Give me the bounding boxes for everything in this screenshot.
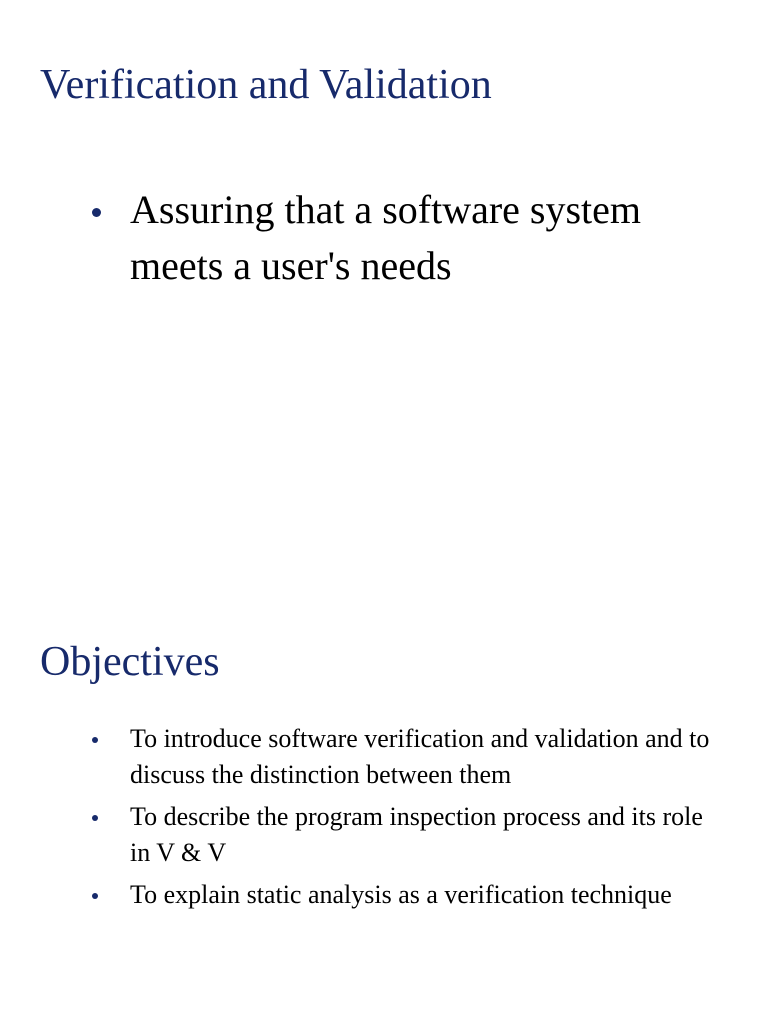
bullet-dot-icon [92, 737, 98, 743]
bullet-item [0, 799, 728, 871]
bullet-item [0, 877, 728, 913]
slide-title-objectives: Objectives [40, 639, 220, 685]
objectives-bullet-list [0, 721, 728, 919]
bullet-item [0, 721, 728, 793]
slide1-bullet-list [0, 182, 740, 294]
bullet-dot-icon [92, 815, 98, 821]
bullet-text: To introduce software verification and validation and to discuss the distinction between them [130, 724, 710, 789]
bullet-text: To explain static analysis as a verification technique [130, 880, 672, 909]
bullet-text: Assuring that a software system meets a user's needs [130, 187, 642, 288]
slide-title-verification: Verification and Validation [40, 62, 492, 108]
bullet-dot-icon [92, 893, 98, 899]
bullet-dot-icon [92, 208, 101, 217]
bullet-text: To describe the program inspection process and its role in V & V [130, 802, 703, 867]
bullet-item [0, 182, 740, 294]
